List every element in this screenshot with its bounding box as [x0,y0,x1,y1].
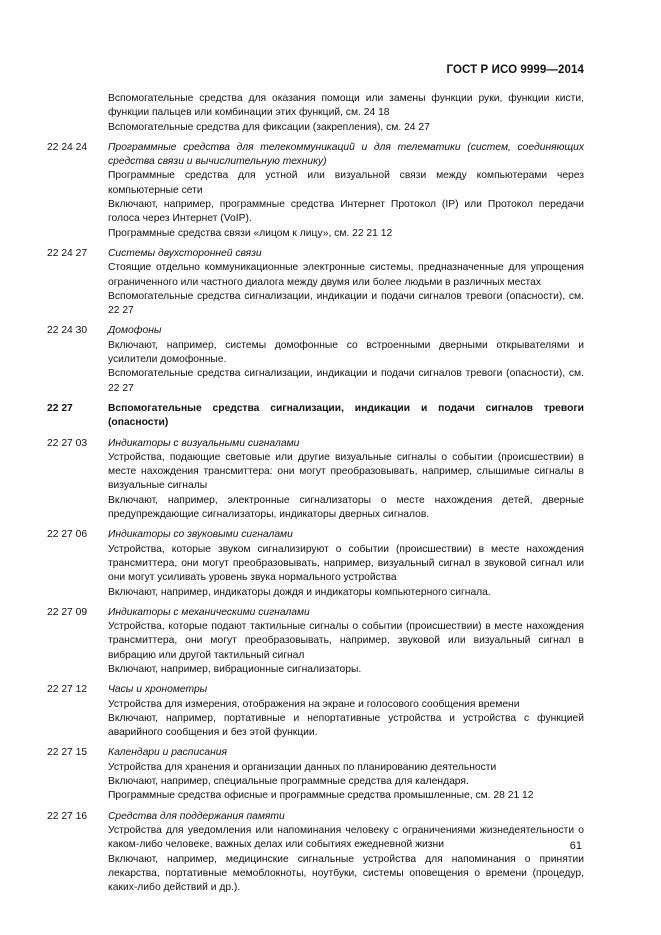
entry-text: Устройства, которые звуком сигнализируют о событии (происшествии) в месте нахождения трансмиттера, они могут преобразовывать, например, визуальный сигнал в звуковой сигнал или они могут усиливать уровень звука нормального устройства [108,543,584,584]
classification-entry [47,528,584,599]
classification-entry [47,141,584,241]
classification-entries [47,141,584,896]
entry-text: Устройства, которые подают тактильные сигналы о событии (происшествии) в месте нахождения трансмиттера, они могут преобразовывать, например, звуковой или визуальный сигнал в вибрацию или другой тактильный сигнал [108,621,584,661]
page-number: 61 [569,840,582,852]
entry-text: Включают, например, медицинские сигнальные устройства для напоминания о принятии лекарства, портативные мемоблокноты, ноутбуки, системы оповещения о времени (процедур, каких-либо действий и др.). [108,853,584,894]
entry-text: Включают, например, вибрационные сигнализаторы. [108,663,362,675]
entry-title: Средства для поддержания памяти [108,810,285,822]
standard-header: ГОСТ Р ИСО 9999—2014 [446,64,584,76]
entry-body [108,606,584,677]
entry-text: Включают, например, индикаторы дождя и индикаторы компьютерного сигнала. [108,586,491,598]
classification-entry [47,683,584,740]
entry-text: Включают, например, электронные сигнализаторы о месте нахождения детей, дверные предупреждающие сигнализаторы, индикаторы дверных сигналов. [108,494,584,521]
entry-title: Вспомогательные средства сигнализации, индикации и подачи сигналов тревоги (опасности) [108,402,584,429]
entry-body [108,402,584,431]
entry-text: Устройства для измерения, отображения на экране и голосового сообщения времени [108,698,520,710]
entry-text: Устройства, подающие световые или другие визуальные сигналы о событии (происшествии) в месте нахождения трансмиттера: они могут преобразовывать, например, слышимые сигналы в визуальные сигналы [108,451,584,492]
entry-text: Устройства для хранения и организации данных по планированию деятельности [108,761,497,773]
entry-text: Программные средства офисные и программные средства промышленные, см. 28 21 12 [108,790,534,802]
entry-text: Включают, например, системы домофонные со встроенными дверными открывателями и усилители домофонные. [108,339,584,366]
entry-title: Часы и хронометры [108,684,208,696]
entry-title: Системы двухсторонней связи [108,247,262,259]
intro-line: Вспомогательные средства для фиксации (закрепления), см. 24 27 [108,121,430,133]
entry-title: Программные средства для телекоммуникаций и для телематики (систем, соединяющих средства связи и вычислительную технику) [108,141,584,168]
entry-body [108,247,584,318]
document-body [47,92,584,895]
entry-code: 22 24 30 [47,325,88,337]
classification-entry [47,247,584,318]
classification-entry [47,437,584,523]
entry-body [108,528,584,599]
classification-entry [47,810,584,896]
entry-code: 22 27 [47,402,73,414]
classification-entry [47,324,584,395]
entry-text: Включают, например, портативные и непортативные устройства и устройства с функцией аварийного сообщения и без этой функции. [108,712,584,739]
entry-text: Программные средства для устной или визуальной связи между компьютерами через компьютерные сети [108,170,584,196]
entry-code: 22 24 24 [47,141,88,153]
entry-body [108,746,584,803]
entry-text: Вспомогательные средства сигнализации, индикации и подачи сигналов тревоги (опасности), см. 22 27 [108,368,584,394]
entry-text: Включают, например, программные средства Интернет Протокол (IP) или Протокол передачи голоса через Интернет (VoIP). [108,199,584,225]
entry-title: Индикаторы со звуковыми сигналами [108,529,293,541]
entry-body [108,810,584,896]
entry-code: 22 24 27 [47,247,88,259]
entry-body [108,683,584,740]
entry-title: Индикаторы с визуальными сигналами [108,437,300,449]
entry-body [108,324,584,395]
entry-code: 22 27 06 [47,529,88,541]
entry-code: 22 27 16 [47,810,88,822]
entry-body [108,141,584,241]
entry-text: Стоящие отдельно коммуникационные электронные системы, предназначенные для упрощения ограниченного или частного диалога между двумя или более людьми в различных местах [108,262,584,288]
intro-line: Вспомогательные средства для оказания помощи или замены функции руки, функции кисти, функции пальцев или комбинации этих функций, см. 24 18 [108,93,584,119]
intro-block [108,92,584,135]
entry-title: Календари и расписания [108,747,227,759]
classification-entry [47,746,584,803]
entry-code: 22 27 12 [47,684,88,696]
entry-text: Включают, например, специальные программные средства для календаря. [108,776,469,788]
entry-text: Устройства для уведомления или напоминания человеку с ограничениями жизнедеятельности о каком-либо человеке, важных делах или событиях ежедневной жизни [108,824,584,851]
entry-title: Домофоны [108,325,162,337]
entry-body [108,437,584,523]
entry-text: Вспомогательные средства сигнализации, индикации и подачи сигналов тревоги (опасности), см. 22 27 [108,290,584,317]
entry-code: 22 27 03 [47,437,88,449]
classification-entry [47,402,584,431]
entry-text: Программные средства связи «лицом к лицу», см. 22 21 12 [108,227,393,239]
entry-code: 22 27 09 [47,606,88,618]
entry-title: Индикаторы с механическими сигналами [108,606,310,618]
entry-code: 22 27 15 [47,747,88,759]
classification-entry [47,606,584,677]
